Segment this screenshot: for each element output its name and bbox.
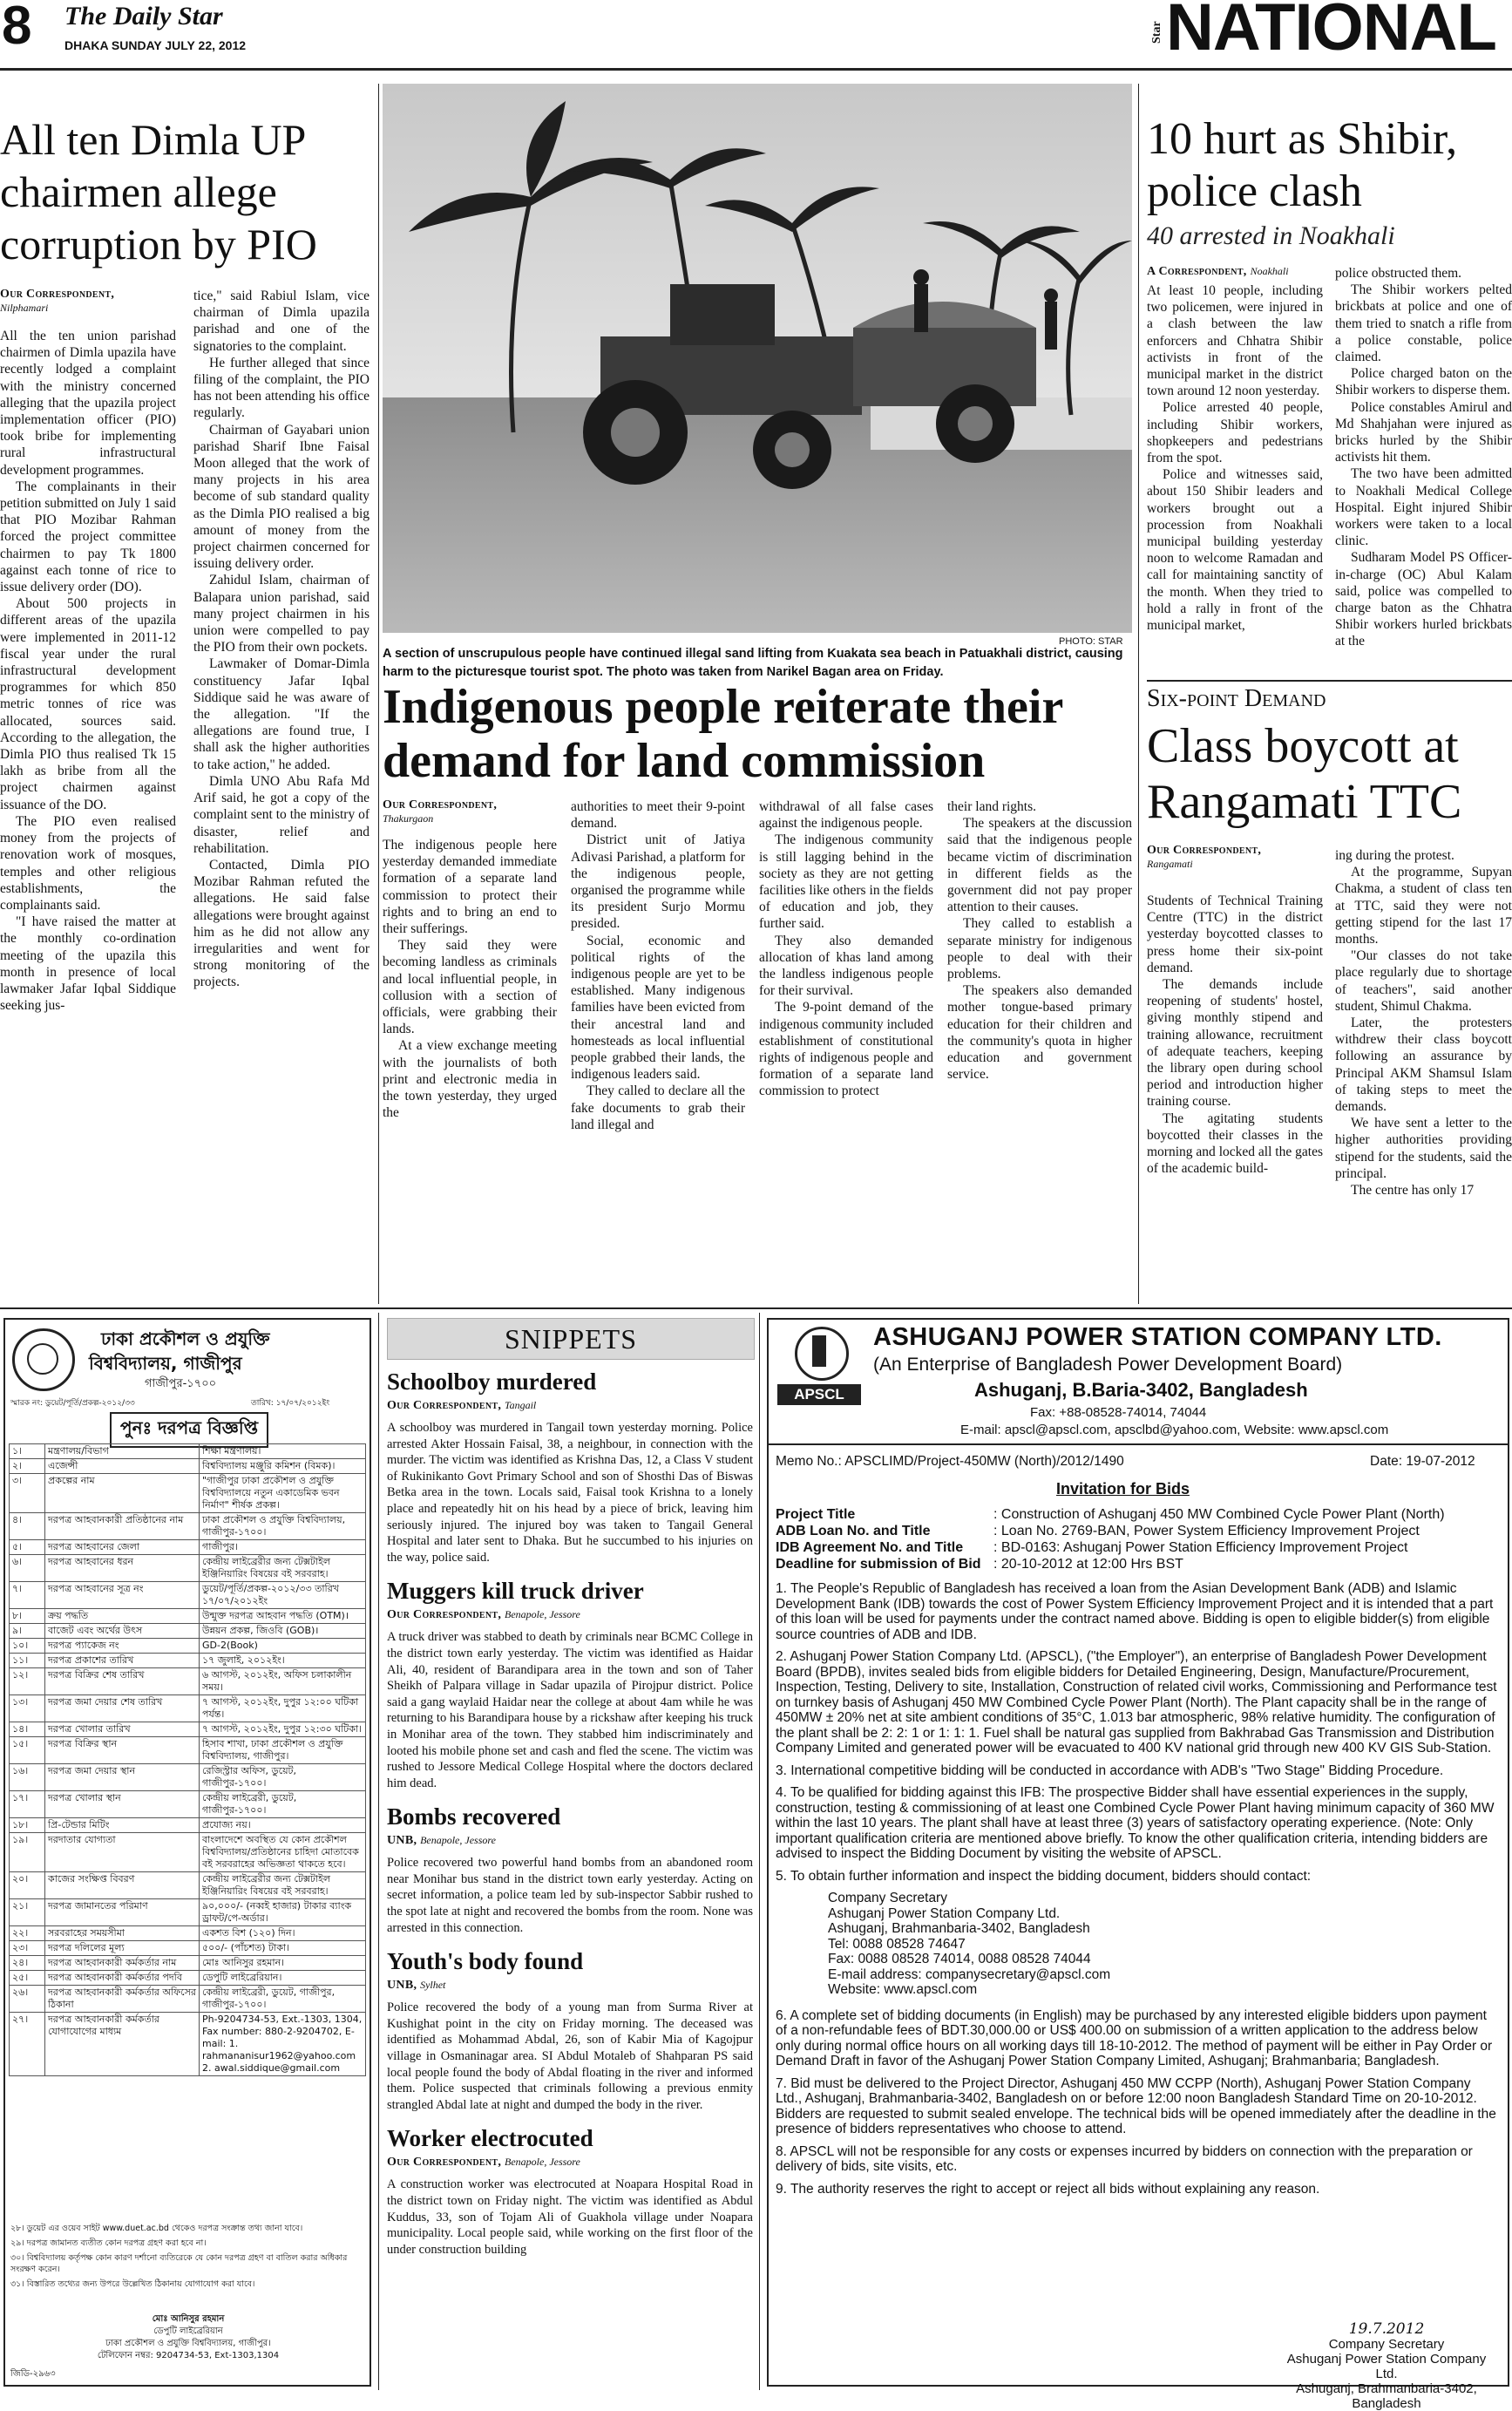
table-cell: দরপত্র খোলার স্থান (45, 1791, 200, 1817)
story-place: Nilphamari (0, 302, 49, 314)
table-cell: ডেপুটি লাইব্রেরিয়ান। (202, 1972, 282, 1983)
memo-date: তারিখ: ১৭/০৭/২০১২ইং (251, 1399, 330, 1408)
paragraph: He further alleged that since filing of the complaint, the PIO has not been attending his office regularly. (193, 355, 370, 421)
table-row (10, 1582, 365, 1609)
paragraph: The Shibir workers pelted brickbats at police and one of them tried to snatch a rifle from a police constable, police claimed. (1335, 282, 1512, 365)
paragraph: About 500 projects in different areas of the upazila were implemented in 2011-12 fiscal year under the rural infrastructural development programmes for which 850 metric tonnes of rice was allocated, sources said. According to the allegation, the Dimla PIO thus realised Tk 15 lakh as bribe from all the project chairmen against issuance of the DO. (0, 596, 176, 812)
table-row (10, 1459, 365, 1474)
table-cell: ২০। (10, 1872, 45, 1898)
company-fax: Fax: +88-08528-74014, 74044 (1030, 1405, 1207, 1420)
table-row (10, 1474, 365, 1513)
table-cell: দরপত্র আহবানকারী প্রতিষ্ঠানের নাম (45, 1513, 200, 1539)
masthead-rule (0, 68, 1512, 71)
table-row (10, 1833, 365, 1872)
snippet-body: Police recovered the body of a young man from Surma River at Kushighat point in the city on Friday morning. The deceased was identified as Mohammad Abdal, 26, son of Kabir Mia of Kagojpur village in Osmaninagar area. SI Abdul Motaleb of Shahparan PS said local people found the body of Abdal floating in the river and informed them. Police suspected that criminals following a previous enmity strangled Abdal late at night and dumped the body in the river. (387, 2000, 753, 2112)
bid-field-row (776, 1506, 1499, 1523)
table-row (10, 1956, 365, 1971)
contact-line: Tel: 0088 08528 74647 (828, 1936, 966, 1952)
beach-photo-illustration (383, 84, 1132, 633)
bid-fields (776, 1506, 1499, 1572)
table-cell: ঢাকা প্রকৌশল ও প্রযুক্তি বিশ্ববিদ্যালয়, গাজীপুর-১৭০০। (202, 1514, 346, 1538)
paragraph: Police charged baton on the Shibir workers to disperse them. (1335, 366, 1512, 398)
table-row (10, 1986, 365, 2013)
table-cell: বিশ্ববিদ্যালয় মঞ্জুরি কমিশন (বিমক)। (202, 1460, 336, 1471)
table-cell: ১৫। (10, 1737, 45, 1763)
paragraph: Dimla UNO Abu Rafa Md Arif said, he got a copy of the complaint sent to the ministry of disaster, relief and rehabilitation. (193, 773, 370, 856)
table-cell: ৭ আগস্ট, ২০১২ইং, দুপুর ১২:০০ ঘটিকা পর্যন্ত। (202, 1696, 359, 1720)
table-row (10, 1791, 365, 1818)
paragraph: They also demanded allocation of khas land among the landless indigenous people for their survival. (759, 933, 933, 999)
paragraph: The indigenous community is still lagging behind in the society as they are not getting facilities like others in the fields of education and job, they further said. (759, 832, 933, 932)
snippet-heading: Muggers kill truck driver (387, 1578, 644, 1605)
paragraph: Police and witnesses said, about 150 Shibir leaders and workers brought out a procession from Noakhali municipal building yesterday noon to welcome Ramadan and call for maintaining sanctity of the month. When they tried to hold a rally in front of the municipal market, (1147, 467, 1323, 634)
table-cell: দরপত্র জমা দেয়ার স্থান (45, 1764, 200, 1790)
ad-title: পুনঃ দরপত্র বিজ্ঞপ্তি (110, 1412, 268, 1448)
university-city: গাজীপুর-১৭০০ (145, 1377, 217, 1390)
table-row (10, 1899, 365, 1926)
snippets-title: SNIPPETS (387, 1318, 755, 1360)
table-cell: একশত বিশ (১২০) দিন। (202, 1927, 295, 1939)
paragraph: Social, economic and political rights of the indigenous people are yet to be established. Many indigenous families have been evicted from their ancestral land and homesteads as local influential people grabbed their lands, the indigenous leaders said. (571, 933, 745, 1083)
bid-field-row (776, 1523, 1499, 1539)
table-cell: হিসাব শাখা, ঢাকা প্রকৌশল ও প্রযুক্তি বিশ্ববিদ্যালয়, গাজীপুর। (202, 1738, 343, 1762)
table-cell: দরপত্র আহবানকারী কর্মকর্তার নাম (45, 1956, 200, 1970)
company-name: ASHUGANJ POWER STATION COMPANY LTD. (873, 1323, 1442, 1351)
paragraph: District unit of Jatiya Adivasi Parishad, a platform for the indigenous people, organised the programme while its president Surjo Mormu presided. (571, 832, 745, 932)
bid-field-value: : BD-0163: Ashuganj Power Station Efficiency Improvement Project (993, 1540, 1408, 1555)
table-cell: কাজের সংক্ষিপ্ত বিবরণ (45, 1872, 200, 1898)
table-cell: ১৬। (10, 1764, 45, 1790)
table-cell: ২১। (10, 1899, 45, 1925)
table-cell: ৯। (10, 1624, 45, 1638)
table-cell: ২৫। (10, 1971, 45, 1985)
memo-date: Date: 19-07-2012 (1370, 1454, 1475, 1469)
story-headline: 10 hurt as Shibir, police clash (1147, 114, 1458, 216)
bid-field-value: : Construction of Ashuganj 450 MW Combined Cycle Power Plant (North) (993, 1507, 1445, 1522)
section-small-label: Star (1150, 21, 1163, 44)
signer-name: মোঃ আনিসুর রহমান (152, 2314, 225, 2324)
table-cell: দরপত্র আহবানের জেলা (45, 1540, 200, 1554)
apscl-logo-icon (777, 1327, 861, 1414)
table-cell: কেন্দ্রীয় লাইব্রেরীর জন্য টেক্সটাইল ইঞ্জিনিয়ারিং বিষয়ের বই সরবরাহ। (202, 1873, 331, 1897)
bid-paragraph: 8. APSCL will not be responsible for any costs or expenses incurred by bidders on connection with the preparation or delivery of bids, site visits, etc. (776, 2143, 1473, 2174)
table-cell: গাজীপুর। (202, 1541, 238, 1552)
column-divider (1138, 84, 1139, 1304)
table-cell: ১৮। (10, 1818, 45, 1832)
snippet-place: Benapole, Jessore (505, 1608, 580, 1621)
table-cell: ৫০০/- (পাঁচশত) টাকা। (202, 1942, 290, 1953)
table-cell: ৮। (10, 1609, 45, 1623)
story-column-1 (0, 328, 176, 1304)
table-cell: মন্ত্রণালয়/বিভাগ (45, 1444, 200, 1458)
bid-field-label: Project Title (776, 1507, 856, 1522)
bid-paragraphs (776, 1581, 1499, 2204)
table-cell: GD-2(Book) (202, 1640, 258, 1651)
table-cell: মোঃ আনিসুর রহমান। (202, 1957, 285, 1968)
table-cell: প্রযোজ্য নয়। (202, 1819, 251, 1830)
table-cell: প্রকল্পের নাম (45, 1474, 200, 1512)
snippet-byline: UNB, (387, 1834, 421, 1848)
column-divider (759, 1313, 760, 2390)
bid-field-row (776, 1539, 1499, 1556)
table-cell: ২৭। (10, 2013, 45, 2075)
snippet-item (387, 1578, 753, 1791)
table-row (10, 1609, 365, 1624)
table-cell: বাংলাদেশে অবস্থিত যে কোন প্রকৌশল বিশ্ববিদ্যালয়/প্রতিষ্ঠানের চাহিদা মোতাবেক বই সরবরাহের অভিজ্ঞতা থাকতে হবে। (202, 1834, 359, 1870)
paragraph: At least 10 people, including two policemen, were injured in a clash between the law enforcers and Chhatra Shibir activists in front of the municipal market in the district town around 12 noon yesterday. (1147, 283, 1323, 399)
table-cell: "গাজীপুর ঢাকা প্রকৌশল ও প্রযুক্তি বিশ্ববিদ্যালয়ে নতুন একাডেমিক ভবন নির্মাণ" শীর্ষক প্রকল্প। (202, 1475, 340, 1511)
snippet-item (387, 2125, 753, 2258)
table-cell: ১৪। (10, 1722, 45, 1736)
bid-paragraph: 7. Bid must be delivered to the Project Director, Ashuganj 450 MW CCPP (North), Ashuganj Power Station Company Ltd., Ashuganj, Brahmanbaria-3402, Bangladesh on or before 12:00 noon Bangladesh Standard Time on 20-10-2012. Bidders are requested to submit sealed envelope. The technical bids will be opened immediately after the deadline in the presence of bidders representatives who choose to attend. (776, 2075, 1496, 2136)
paragraph: The speakers at the discussion said that the indigenous people became victim of discrimination in different fields as the government did not pay proper attention to their causes. (947, 816, 1132, 915)
table-cell: Ph-9204734-53, Ext.-1303, 1304, Fax number: 880-2-9204702, E-mail: 1. rahmananisur1962@yahoo.com 2. awal.siddique@gmail.com (202, 2014, 363, 2074)
bid-field-row (776, 1556, 1499, 1572)
paragraph: withdrawal of all false cases against the indigenous people. (759, 799, 933, 832)
table-row (10, 1872, 365, 1899)
table-cell: ৭। (10, 1582, 45, 1608)
table-row (10, 1444, 365, 1459)
paragraph: Later, the protesters withdrew their class boycott following an assurance by Principal AKM Shamsul Islam of taking steps to meet the demands. (1335, 1015, 1512, 1115)
paragraph: The PIO even realised money from the projects of renovation work of mosques, temples and other religious establishments, the complainants said. (0, 813, 176, 913)
contact-line: Ashuganj, Brahmanbaria-3402, Bangladesh (828, 1921, 1090, 1936)
story-byline: Our Correspondent, (383, 798, 498, 812)
bid-paragraph: 2. Ashuganj Power Station Company Ltd. (APSCL), ("the Employer"), an enterprise of Bangladesh Power Development Board (BPDB), invites sealed bids from eligible bidders for Detailed Engineering, Design, Manufacture/Procurement, Inspection, Testing, Delivery to site, Installation, Construction of related civil works, Commissioning and Performance test on turnkey basis of Ashuganj 450 MW Combined Cycle Power Plant (North). The Plant capacity shall be in the range of 450MW ± 20% net at site ambient conditions of 35°C, 1.013 bar atmospheric, 98% relative humidity. The configuration of the plant shall be 2: 2: 1 or 1: 1: 1. Fuel shall be natural gas supplied from Bakhrabad Gas Transmission and Distribution Company Limited and generated power will be evacuated to 400 KV national grid through new 400 KV GIS Sub-Station. (776, 1649, 1497, 1756)
table-row (10, 1722, 365, 1737)
paragraph: The indigenous people here yesterday demanded immediate formation of a separate land commission to protect their rights and to bring an end to their sufferings. (383, 838, 557, 937)
story-column-1 (383, 837, 557, 1287)
table-cell: সরবরাহের সময়সীমা (45, 1926, 200, 1940)
story-column-2 (1335, 847, 1512, 1302)
table-row (10, 1654, 365, 1668)
story-dimla (0, 113, 370, 1303)
paragraph: tice," said Rabiul Islam, vice chairman of Dimla upazila parishad and one of the signatories to the complaint. (193, 289, 370, 354)
signature-date: 19.7.2012 (1348, 2320, 1425, 2338)
paragraph: The two have been admitted to Noakhali Medical College Hospital. Eight injured Shibir workers were taken to a local clinic. (1335, 466, 1512, 549)
snippets-section (387, 1318, 753, 2390)
bid-field-value: : 20-10-2012 at 12:00 Hrs BST (993, 1557, 1183, 1572)
paragraph: ing during the protest. (1335, 848, 1454, 863)
bid-field-label: IDB Agreement No. and Title (776, 1540, 964, 1555)
snippet-place: Tangail (505, 1399, 537, 1411)
story-column-1 (1147, 282, 1323, 692)
snippet-body: A schoolboy was murdered in Tangail town yesterday morning. Police arrested Akter Hossain Faisal, 38, a neighbour, in connection with the murder. The victim was identified as Krishna Das, 12, a Class V student of Rukinikanto Govt Primary School and son of Shosthi Das of Biswas Betka area in the town. Locals said, Faisal took Krishna to a lonely place and repeatedly hit on his head by a piece of brick, leaving him seriously injured. The injured boy was taken to Tangail General Hospital and later sent to Dhaka. But he succumbed to his injuries on the way, police said. (387, 1421, 753, 1565)
table-cell: শিক্ষা মন্ত্রণালয়। (202, 1445, 261, 1457)
table-cell: ১৭। (10, 1791, 45, 1817)
bid-paragraph: 6. A complete set of bidding documents (in English) may be purchased by any interested eligible bidders upon payment of a non-refundable fees of BDT.30,000.00 or US$ 400.00 on submission of a written application to the address below only during normal office hours on all working days till 18-10-2012. The method of payment will be either in Pay Order or Demand Draft in favor of the Ashuganj Power Station Company Limited, Ashuganj; Brahmanbaria; Bangladesh. (776, 2007, 1493, 2068)
story-column-2 (571, 798, 745, 1287)
story-column-3 (759, 798, 933, 1287)
paragraph: police obstructed them. (1335, 266, 1462, 281)
note-item: ৩১। বিস্তারিত তথ্যের জন্য উপরে উল্লেখিত ঠিকানায় যোগাযোগ করা যাবে। (10, 2279, 255, 2289)
snippet-byline: Our Correspondent, (387, 2156, 505, 2170)
memo-number: স্মারক নং: ডুয়েট/পূর্তি/প্রকল্প-২০১২/৩৩ (10, 1399, 135, 1408)
table-cell: ৯০,০০০/- (নব্বই হাজার) টাকার ব্যাংক ড্রাফট/পে-অর্ডার। (202, 1900, 352, 1924)
paragraph: The agitating students boycotted their classes in the morning and locked all the gates of the academic build- (1147, 1110, 1323, 1177)
bid-field-label: Deadline for submission of Bid (776, 1557, 981, 1572)
tender-table (9, 1443, 366, 2076)
ad-duet-tender (3, 1318, 371, 2387)
company-address: Ashuganj, B.Baria-3402, Bangladesh (974, 1379, 1308, 1401)
story-rangamati (1147, 685, 1512, 1304)
paragraph: They called to establish a separate ministry for indigenous people to deal with their problems. (947, 916, 1132, 982)
story-headline: Indigenous people reiterate their demand for land commission (383, 680, 1063, 788)
contact-block (828, 1891, 1499, 1998)
table-row (10, 1737, 365, 1764)
ad-reference: জিডি-২৯৬৩ (10, 2369, 56, 2379)
story-shibir (1147, 113, 1512, 689)
paragraph: All the ten union parishad chairmen of Dimla upazila have recently lodged a complaint with the ministry concerned alleging that the upazila project implementation officer (PIO) took bribe for implementing rural infrastructural development programmes. (0, 329, 176, 478)
signer-address: Ashuganj, Brahmanbaria-3402, Bangladesh (1296, 2381, 1477, 2411)
contact-line: Fax: 0088 08528 74014, 0088 08528 74044 (828, 1952, 1091, 1966)
signer-title: Company Secretary (1328, 2337, 1445, 2352)
paragraph: Police arrested 40 people, including Shibir workers, shopkeepers and pedestrians from the spot. (1147, 400, 1323, 466)
table-cell: দরপত্র বিক্রির স্থান (45, 1737, 200, 1763)
snippet-byline: UNB, (387, 1979, 421, 1993)
column-divider (378, 84, 379, 1304)
paragraph: their land rights. (947, 799, 1037, 814)
snippet-place: Benapole, Jessore (505, 2156, 580, 2169)
paragraph: Chairman of Gayabari union parishad Sharif Ibne Faisal Moon alleged that the work of many projects in his area become of sub standard quality as the Dimla PIO realised a big amount of money from the project chairmen concerned for issuing delivery order. (193, 422, 370, 572)
story-place: Rangamati (1147, 858, 1193, 870)
table-cell: ৬ আগস্ট, ২০১২ইং, অফিস চলাকালীন সময়। (202, 1669, 352, 1693)
paragraph: The demands include reopening of students' hostel, giving monthly stipend and training allowance, recruitment of adequate teachers, keeping the library open during school period and introduction higher training course. (1147, 977, 1323, 1110)
note-item: ২৮। ডুয়েট এর ওয়েব সাইট www.duet.ac.bd থেকেও দরপত্র সংক্রান্ত তথ্য জানা যাবে। (10, 2224, 303, 2233)
table-cell: ১০। (10, 1639, 45, 1653)
snippet-heading: Worker electrocuted (387, 2125, 593, 2152)
table-cell: কেন্দ্রীয় লাইব্রেরী, ডুয়েট, গাজীপুর-১৭০০। (202, 1792, 297, 1816)
table-cell: দরপত্র বিক্রির শেষ তারিখ (45, 1668, 200, 1694)
snippet-heading: Bombs recovered (387, 1803, 561, 1830)
paragraph: At the programme, Supyan Chakma, a student of class ten at TTC, said they were not getting stipend for the last 17 months. (1335, 865, 1512, 947)
paragraph: Students of Technical Training Centre (TTC) in the district yesterday boycotted classes to press home their six-point demand. (1147, 893, 1323, 975)
table-row (10, 1555, 365, 1582)
table-cell: ৭ আগস্ট, ২০১২ইং, দুপুর ১২:৩০ ঘটিকা। (202, 1723, 363, 1735)
photo-sand-lifting (383, 84, 1132, 633)
tender-notes (10, 2223, 363, 2293)
table-cell: ২২। (10, 1926, 45, 1940)
table-cell: ২৪। (10, 1956, 45, 1970)
bid-field-label: ADB Loan No. and Title (776, 1524, 931, 1538)
paragraph: "Our classes do not take place regularly due to shortage of teachers", said another student, Shimul Chakma. (1335, 948, 1512, 1014)
story-column-1 (1147, 893, 1323, 1302)
university-name-line1: ঢাকা প্রকৌশল ও প্রযুক্তি (101, 1328, 270, 1349)
table-cell: উন্মুক্ত দরপত্র আহবান পদ্ধতি (OTM)। (202, 1610, 349, 1621)
page-number: 8 (2, 0, 32, 56)
issue-dateline: DHAKA SUNDAY JULY 22, 2012 (64, 38, 247, 52)
table-cell: দরদাতার যোগ্যতা (45, 1833, 200, 1871)
story-place: Thakurgaon (383, 812, 434, 825)
table-cell: ক্রয় পদ্ধতি (45, 1609, 200, 1623)
contact-line: Ashuganj Power Station Company Ltd. (828, 1905, 1061, 1921)
contact-line: E-mail address: companysecretary@apscl.com (828, 1966, 1111, 1982)
company-email: E-mail: apscl@apscl.com, apsclbd@yahoo.com, Website: www.apscl.com (960, 1423, 1389, 1437)
table-row (10, 1926, 365, 1941)
table-cell: দরপত্র আহবানকারী কর্মকর্তার যোগাযোগের মাধ্যম (45, 2013, 200, 2075)
table-cell: এজেন্সী (45, 1459, 200, 1473)
story-place: Noakhali (1250, 265, 1289, 277)
table-cell: ২। (10, 1459, 45, 1473)
paragraph: The complainants in their petition submitted on July 1 said that PIO Mozibar Rahman forced the project committee chairmen to pay Tk 1800 against each tonne of rice to issue delivery order (DO). (0, 479, 176, 595)
logo-label: APSCL (777, 1384, 861, 1405)
contact-line: Website: www.apscl.com (828, 1982, 978, 1997)
paragraph: Police constables Amirul and Md Shahjahan were injured as bricks hurled by the Shibir activists hit them. (1335, 399, 1512, 465)
story-column-2 (193, 288, 370, 1304)
note-item: ২৯। দরপত্র জামানত ব্যতীত কোন দরপত্র গ্রহণ করা হবে না। (10, 2238, 207, 2248)
bid-paragraph: 9. The authority reserves the right to accept or reject all bids without explaining any reason. (776, 2181, 1320, 2197)
table-row (10, 1764, 365, 1791)
table-cell: ২৬। (10, 1986, 45, 2012)
table-cell: ডুয়েট/পূর্তি/প্রকল্প-২০১২/৩৩ তারিখ ১৭/০৭/২০১২ইং (202, 1583, 339, 1606)
table-row (10, 1540, 365, 1555)
section-rule (1147, 680, 1512, 682)
table-row (10, 2013, 365, 2076)
paragraph: Lawmaker of Domar-Dimla constituency Jafar Iqbal Siddique said he was aware of the allegation. "If the allegations are found true, I shall ask the higher authorities to take action," he added. (193, 656, 370, 772)
snippet-item (387, 1948, 753, 2113)
contact-line: Company Secretary (828, 1891, 947, 1905)
table-cell: কেন্দ্রীয় লাইব্রেরী, ডুয়েট, গাজীপুর, গাজীপুর-১৭০০। (202, 1987, 336, 2010)
table-cell: উন্নয়ন প্রকল্প, জিওবি (GOB)। (202, 1625, 319, 1636)
memo-number: Memo No.: APSCLIMD/Project-450MW (North)/2012/1490 (776, 1454, 1124, 1469)
bid-paragraph: 5. To obtain further information and inspect the bidding document, bidders should contact: (776, 1868, 1312, 1884)
signer-phone: টেলিফোন নম্বর: 9204734-53, Ext-1303,1304 (97, 2351, 280, 2360)
photo-credit: PHOTO: STAR (1059, 636, 1123, 647)
story-indigenous (383, 680, 1132, 1304)
university-name-line2: বিশ্ববিদ্যালয়, গাজীপুর (89, 1353, 242, 1374)
ad-rule (769, 1443, 1508, 1445)
masthead (0, 0, 1512, 70)
paragraph: They said they were becoming landless as criminals and local influential people, in collusion with a section of officials, were grabbing their lands. (383, 938, 557, 1037)
table-cell: ৪। (10, 1513, 45, 1539)
story-byline: Our Correspondent, (1147, 844, 1262, 857)
snippet-body: A construction worker was electrocuted at Noapara Hospital Road in the district town on Friday night. The victim was identified as Abdul Kuddus, 33, son of Tojam Ali of Guakhola village under Noapara municipality. Local people said, while working on the first floor of the under construction building (387, 2177, 753, 2257)
table-row (10, 1818, 365, 1833)
table-cell: দরপত্র প্রকাশের তারিখ (45, 1654, 200, 1667)
paragraph: Zahidul Islam, chairman of Balapara union parishad, said many project chairmen in his union were compelled to pay the PIO from their own pockets. (193, 573, 370, 655)
table-cell: দরপত্র আহবানের ধরন (45, 1555, 200, 1581)
story-column-2 (1335, 265, 1512, 692)
table-cell: ১৩। (10, 1695, 45, 1722)
bid-paragraph: 4. To be qualified for bidding against this IFB: The prospective Bidder shall have essential experiences in the supply, construction, testing & commissioning of at least one Combined Cycle Power Plant having minimum capacity of 360 MW within the last 10 years. The plant shall have at least three (3) years of satisfactory operating experience. (Note: Only important qualification criteria are mentioned above briefly. To know the other qualification criteria, intending bidders are advised to inspect the Bidding Document by visiting the website of APSCL. (776, 1785, 1495, 1861)
signer-org: Ashuganj Power Station Company Ltd. (1286, 2352, 1487, 2381)
story-headline: Class boycott at Rangamati TTC (1147, 719, 1462, 829)
table-cell: রেজিস্ট্রার অফিস, ডুয়েট, গাজীপুর-১৭০০। (202, 1765, 297, 1789)
story-byline: Our Correspondent, (0, 288, 115, 301)
snippet-body: A truck driver was stabbed to death by criminals near BCMC College in the district town early yesterday. The victim was identified as Haidar Ali, 40, resident of Barandipara area in the town and son of Taher Sheikh of Palpara village in Sadar upazila of Pirojpur district. Police said a gang waylaid Haidar near the college at about 4am while he was returning to his Barandipara house by a rickshaw after keeping his truck in Monihar area of the town. They stabbed him indiscriminately and looted his mobile phone set and cash and fled the scene. The victim was rushed to Jessore Medical College Hospital where the doctors declared him dead. (387, 1630, 753, 1790)
paragraph: authorities to meet their 9-point demand. (571, 799, 745, 832)
table-cell: দরপত্র আহবানের সূত্র নং (45, 1582, 200, 1608)
paragraph: The centre has only 17 (1351, 1183, 1475, 1199)
university-seal-icon (12, 1328, 75, 1391)
table-cell: ১১। (10, 1654, 45, 1667)
snippets-list (387, 1368, 753, 2258)
snippet-item (387, 1368, 753, 1565)
table-cell: ৩। (10, 1474, 45, 1512)
table-cell: ১৭ জুলাই, ২০১২ইং। (202, 1654, 285, 1666)
table-row (10, 1624, 365, 1639)
table-cell: দরপত্র খোলার তারিখ (45, 1722, 200, 1736)
table-cell: ৫। (10, 1540, 45, 1554)
table-cell: ১। (10, 1444, 45, 1458)
table-row (10, 1971, 365, 1986)
snippet-byline: Our Correspondent, (387, 1399, 505, 1412)
table-cell: দরপত্র জমা দেয়ার শেষ তারিখ (45, 1695, 200, 1722)
table-row (10, 1695, 365, 1722)
paragraph: At a view exchange meeting with the journalists of both print and electronic media in the town yesterday, they urged the (383, 1038, 557, 1121)
snippet-heading: Schoolboy murdered (387, 1368, 597, 1395)
table-cell: দরপত্র জামানতের পরিমাণ (45, 1899, 200, 1925)
story-kicker: Six-point Demand (1147, 685, 1326, 712)
paragraph: Contacted, Dimla PIO Mozibar Rahman refuted the allegations. He said false allegations were brought against him as he did not allow any irregularities and went for strong monitoring of the projects. (193, 857, 370, 990)
paragraph: They called to declare all the fake documents to grab their land illegal and (571, 1083, 745, 1132)
snippet-item (387, 1803, 753, 1936)
photo-caption: A section of unscrupulous people have continued illegal sand lifting from Kuakata sea beach in Patuakhali district, causing harm to the picturesque tourist spot. The photo was taken from Narikel Bagan area on Friday. (383, 647, 1123, 679)
table-row (10, 1639, 365, 1654)
story-byline: A Correspondent, (1147, 265, 1247, 278)
column-divider (378, 1313, 379, 2390)
note-item: ৩০। বিশ্ববিদ্যালয় কর্তৃপক্ষ কোন কারণ দর্শানো ব্যতিরেকে যে কোন দরপত্র গ্রহণ বা বাতিল করার অধিকার সংরক্ষণ করেন। (10, 2253, 348, 2274)
signer-title: ডেপুটি লাইব্রেরিয়ান (153, 2326, 223, 2336)
bid-field-value: : Loan No. 2769-BAN, Power System Efficiency Improvement Project (993, 1524, 1420, 1538)
paragraph: We have sent a letter to the higher authorities providing stipend for the students, said the principal. (1335, 1116, 1512, 1181)
table-cell: ২৩। (10, 1941, 45, 1955)
table-cell: ১২। (10, 1668, 45, 1694)
paragraph: Sudharam Model PS Officer-in-charge (OC) Abul Kalam said, police was compelled to charge baton as the Chhatra Shibir workers hurled brickbats at the (1335, 550, 1512, 649)
table-row (10, 1513, 365, 1540)
bid-paragraph: 1. The People's Republic of Bangladesh has received a loan from the Asian Development Bank (ADB) and Islamic Development Bank (IDB) towards the cost of Power System Efficiency Improvement Project and it is intended that a part of this loan will be used for payments under the contract named above. Bidding is open to eligible bidder(s) from eligible source countries of ADB and IDB. (776, 1581, 1494, 1642)
table-cell: প্রি-টেন্ডার মিটিং (45, 1818, 200, 1832)
table-cell: দরপত্র দলিলের মূল্য (45, 1941, 200, 1955)
snippet-place: Benapole, Jessore (420, 1834, 496, 1847)
paragraph: The speakers also demanded mother tongue-based primary education for their children and the community's quota in higher education and government service. (947, 983, 1132, 1083)
page-horizontal-rule (0, 1307, 1512, 1309)
table-cell: ৬। (10, 1555, 45, 1581)
story-column-4 (947, 798, 1132, 1287)
table-cell: দরপত্র আহবানকারী কর্মকর্তার অফিসের ঠিকানা (45, 1986, 200, 2012)
snippet-byline: Our Correspondent, (387, 1608, 505, 1622)
table-cell: দরপত্র প্যাকেজ নং (45, 1639, 200, 1653)
signer-org: ঢাকা প্রকৌশল ও প্রযুক্তি বিশ্ববিদ্যালয়, গাজীপুর। (105, 2339, 271, 2348)
table-cell: দরপত্র আহবানকারী কর্মকর্তার পদবি (45, 1971, 200, 1985)
section-title: NATIONAL (1166, 0, 1496, 65)
company-subtitle: (An Enterprise of Bangladesh Power Development Board) (873, 1355, 1343, 1375)
table-cell: কেন্দ্রীয় লাইব্রেরীর জন্য টেক্সটাইল ইঞ্জিনিয়ারিং বিষয়ের বই সরবরাহ। (202, 1556, 331, 1579)
ad-title: Invitation for Bids (1056, 1480, 1190, 1498)
bid-paragraph: 3. International competitive bidding will be conducted in accordance with ADB's "Two Stage" Bidding Procedure. (776, 1762, 1444, 1778)
snippet-heading: Youth's body found (387, 1948, 584, 1975)
table-cell: ১৯। (10, 1833, 45, 1871)
table-row (10, 1941, 365, 1956)
story-subhead: 40 arrested in Noakhali (1147, 221, 1395, 250)
table-row (10, 1668, 365, 1695)
paragraph: The 9-point demand of the indigenous community included establishment of constitutional rights of indigenous people and formation of a separate land commission to protect (759, 1000, 933, 1099)
ad-apscl-bids (767, 1318, 1509, 2411)
table-cell: বাজেট এবং অর্থের উৎস (45, 1624, 200, 1638)
snippet-body: Police recovered two powerful hand bombs from an abandoned room near Monihar bus stand in the district town early yesterday. Acting on secret information, a police team led by sub-inspector Sabbir rushed to the spot late at night and recovered the bombs from the room. None was arrested in this connection. (387, 1856, 753, 1935)
snippet-place: Sylhet (420, 1979, 446, 1992)
story-headline: All ten Dimla UP chairmen allege corruption by PIO (0, 115, 317, 268)
paper-name: The Daily Star (64, 2, 223, 31)
paragraph: "I have raised the matter at the monthly co-ordination meeting of the upazila this month in presence of local lawmaker Jafar Iqbal Siddique seeking jus- (0, 914, 176, 1014)
